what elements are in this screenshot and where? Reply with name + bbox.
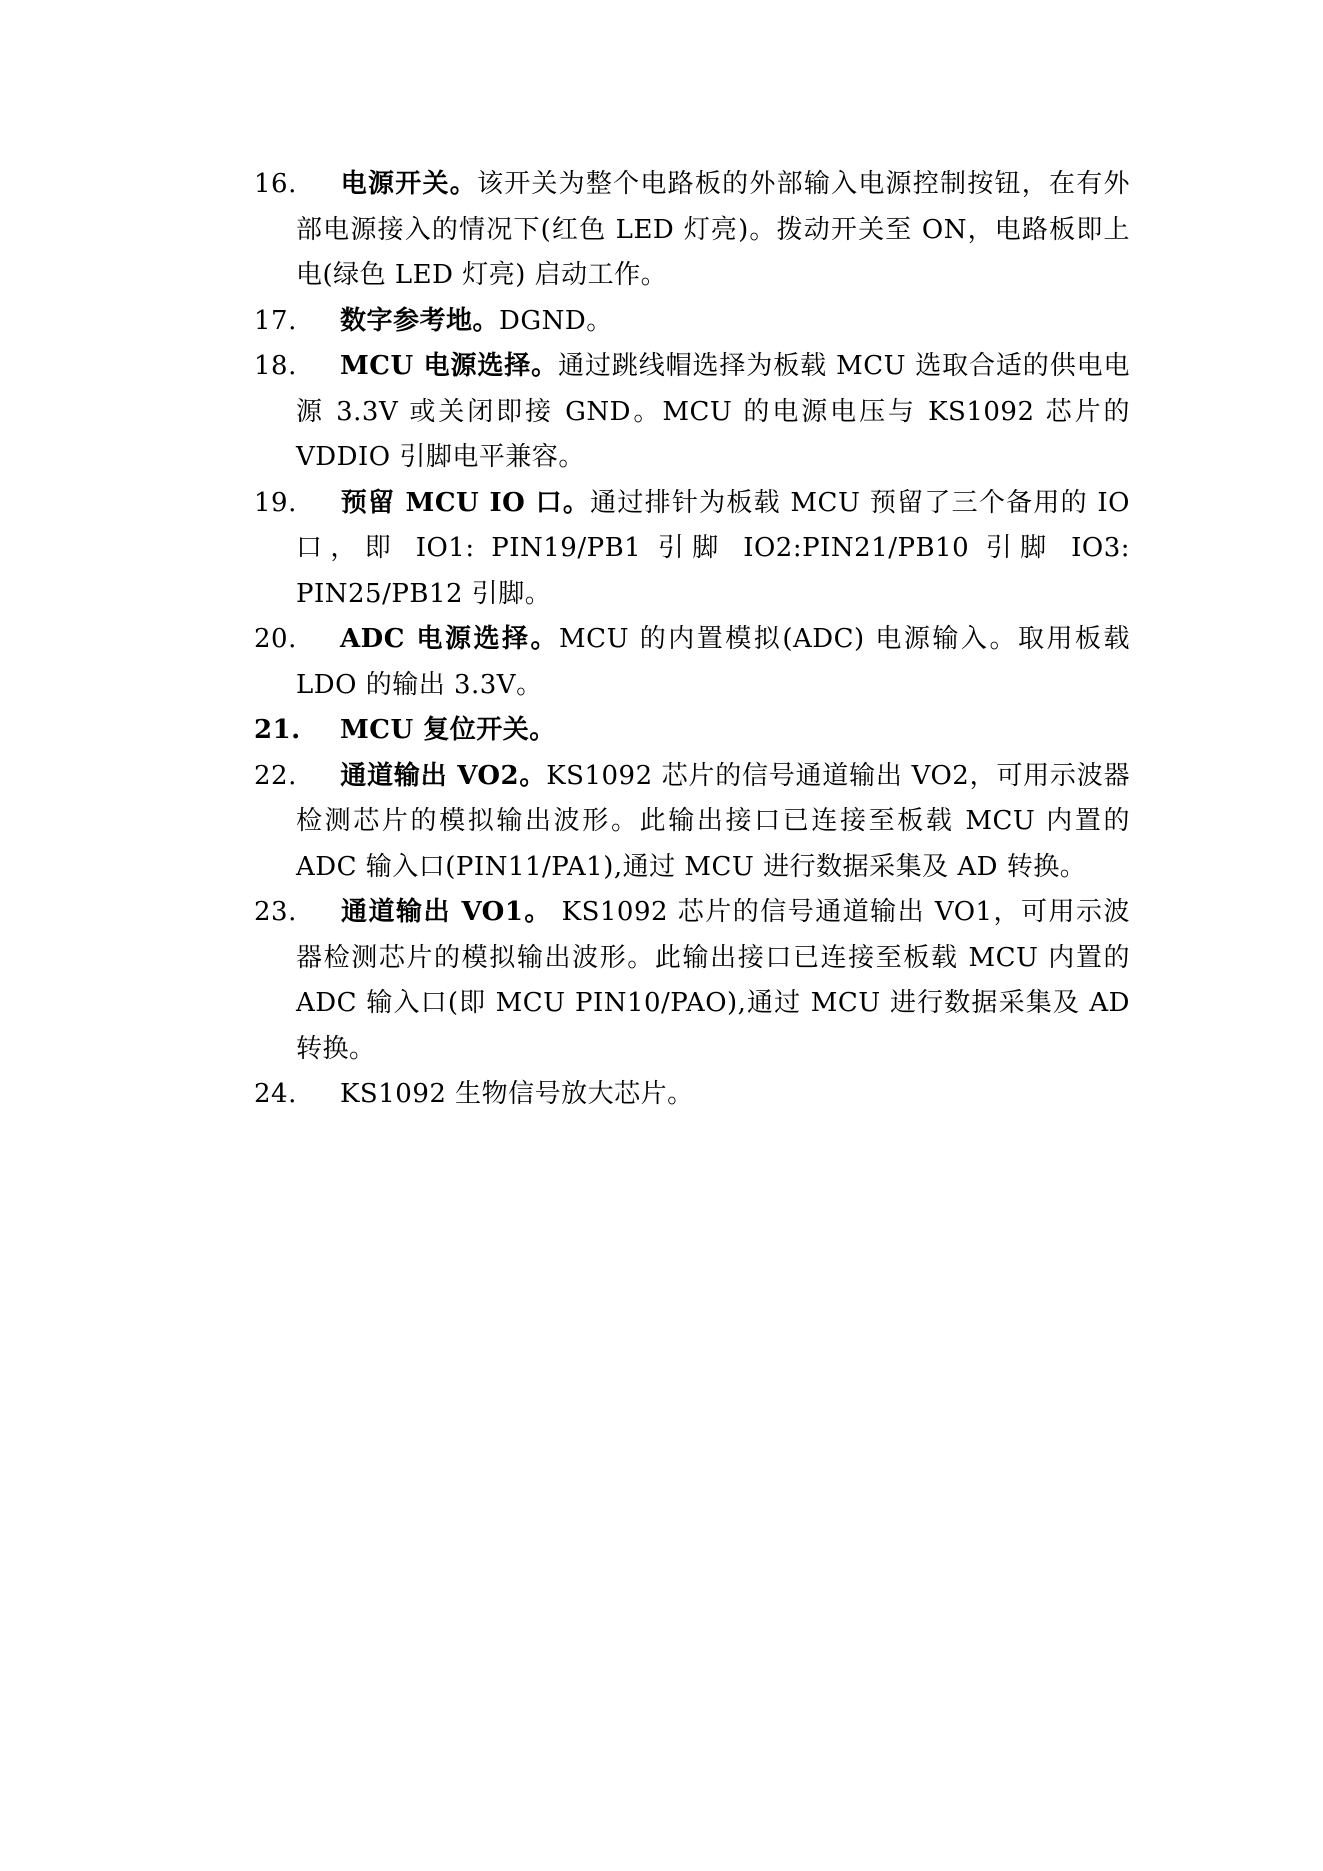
item-number: 22. bbox=[254, 760, 297, 791]
item-number: 19. bbox=[254, 487, 297, 518]
item-heading: 通道输出 VO1。 bbox=[340, 897, 552, 927]
item-heading: 数字参考地。 bbox=[340, 305, 500, 336]
item-number: 23. bbox=[254, 897, 297, 927]
item-text: MCU 的内置模拟(ADC) 电源输入。取用板载 LDO 的输出 3.3V。 bbox=[296, 624, 1130, 700]
numbered-list bbox=[254, 162, 1130, 1118]
item-text: 该开关为整个电路板的外部输入电源控制按钮，在有外部电源接入的情况下(红色 LED 灯亮)。拨动开关至 ON，电路板即上电(绿色 LED 灯亮) 启动工作。 bbox=[296, 169, 1130, 290]
list-item bbox=[254, 890, 1130, 1072]
item-heading: 通道输出 VO2。 bbox=[340, 760, 547, 791]
item-heading: ADC 电源选择。 bbox=[340, 624, 560, 654]
item-text: 通过排针为板载 MCU 预留了三个备用的 IO 口，即 IO1: PIN19/PB1 引脚 IO2:PIN21/PB10 引脚 IO3: PIN25/PB12 引脚。 bbox=[296, 487, 1130, 609]
item-number: 17. bbox=[254, 305, 297, 336]
list-item bbox=[254, 708, 1130, 754]
item-number: 24. bbox=[254, 1079, 297, 1109]
item-text: 通过跳线帽选择为板载 MCU 选取合适的供电电源 3.3V 或关闭即接 GND。MCU 的电源电压与 KS1092 芯片的 VDDIO 引脚电平兼容。 bbox=[296, 351, 1130, 472]
item-number: 20. bbox=[254, 624, 297, 654]
list-item bbox=[254, 162, 1130, 299]
item-number: 21. bbox=[254, 715, 301, 745]
item-heading: 电源开关。 bbox=[340, 169, 477, 199]
list-item bbox=[254, 617, 1130, 708]
item-text: KS1092 芯片的信号通道输出 VO2，可用示波器检测芯片的模拟输出波形。此输出接口已连接至板载 MCU 内置的 ADC 输入口(PIN11/PA1),通过 MCU 进行数据采集及 AD 转换。 bbox=[296, 760, 1130, 882]
list-item bbox=[254, 344, 1130, 481]
item-text: DGND。 bbox=[499, 305, 613, 336]
list-item bbox=[254, 299, 1130, 345]
item-heading: MCU 电源选择。 bbox=[340, 351, 559, 381]
item-number: 18. bbox=[254, 351, 297, 381]
item-heading: 预留 MCU IO 口。 bbox=[340, 487, 591, 518]
item-text: KS1092 芯片的信号通道输出 VO1，可用示波器检测芯片的模拟输出波形。此输出接口已连接至板载 MCU 内置的 ADC 输入口(即 MCU PIN10/PAO),通过 MCU 进行数据采集及 AD 转换。 bbox=[296, 897, 1130, 1064]
item-heading: MCU 复位开关。 bbox=[340, 715, 556, 745]
item-text: KS1092 生物信号放大芯片。 bbox=[340, 1079, 694, 1109]
list-item bbox=[254, 481, 1130, 618]
item-number: 16. bbox=[254, 169, 297, 199]
list-item bbox=[254, 1072, 1130, 1118]
list-item bbox=[254, 754, 1130, 891]
